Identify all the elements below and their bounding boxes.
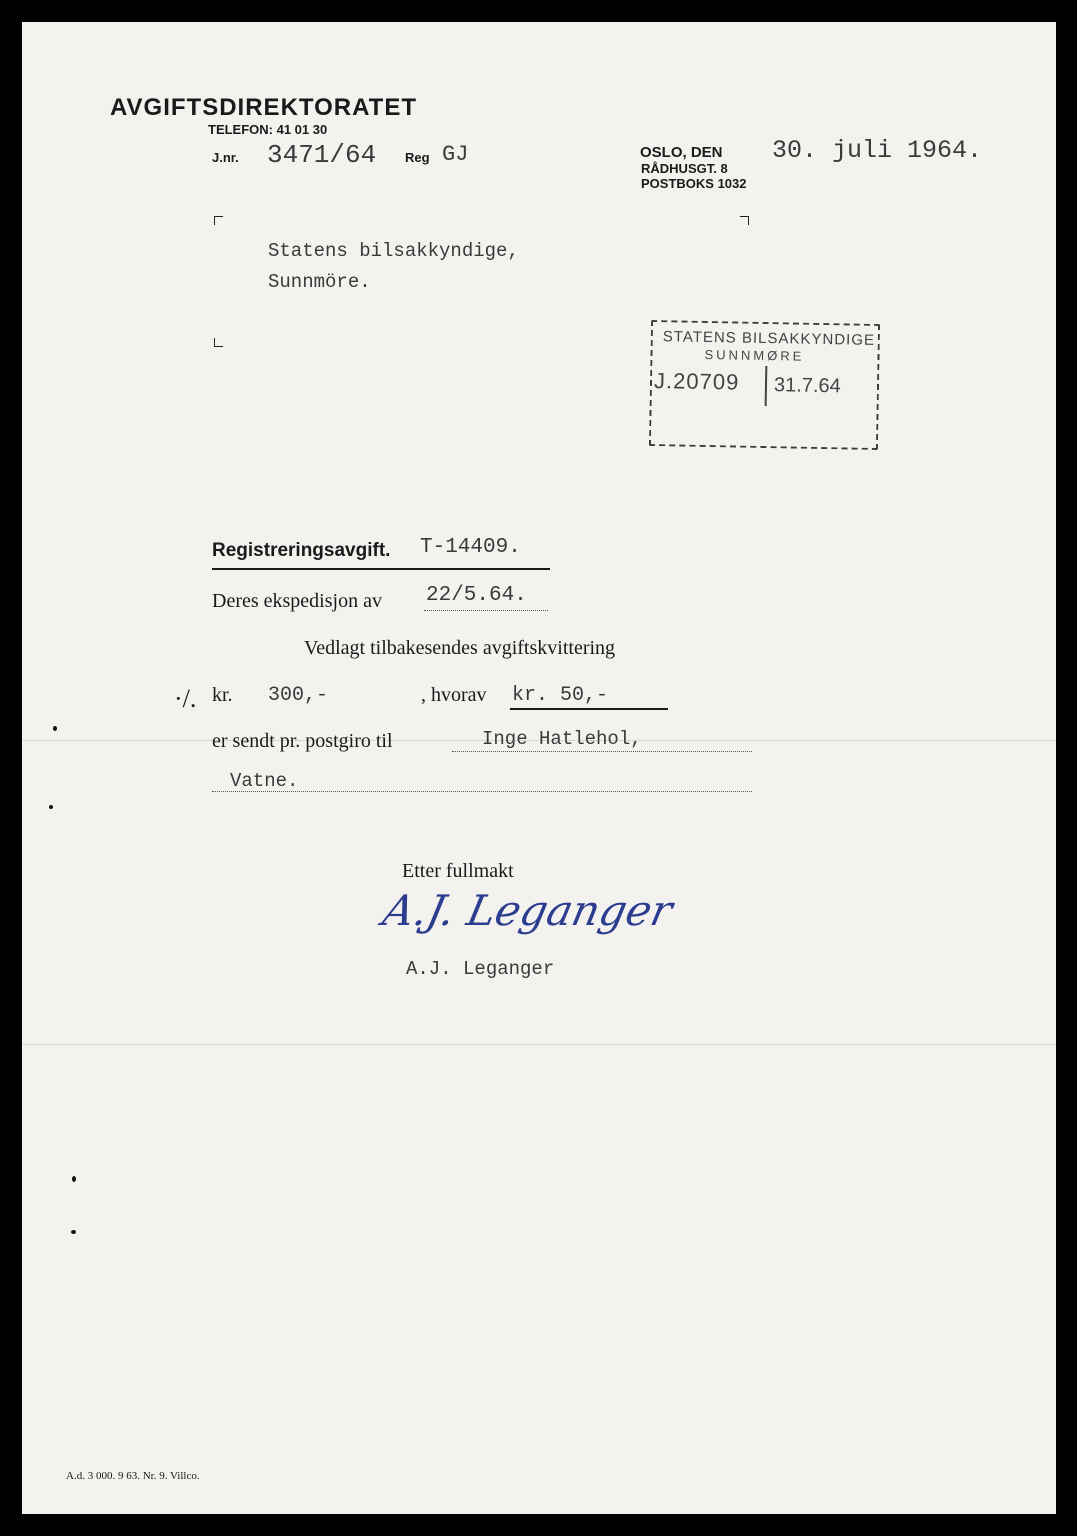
stamp-divider (765, 366, 768, 406)
typed-name: A.J. Leganger (406, 958, 555, 980)
letter-date: 30. juli 1964. (772, 136, 983, 165)
print-code: A.d. 3 000. 9 63. Nr. 9. Villco. (66, 1470, 200, 1482)
paper-speck (49, 805, 53, 809)
expedition-date: 22/5.64. (426, 584, 527, 607)
document-page (22, 22, 1056, 1514)
reg-label: Reg (405, 150, 430, 165)
jnr-label: J.nr. (212, 150, 239, 165)
stamp-line2: SUNNMØRE (704, 346, 805, 364)
payee-place: Vatne. (230, 770, 299, 792)
handwritten-signature: A.J. Leganger (378, 886, 677, 935)
stamp-line1: STATENS BILSAKKYNDIGE (662, 328, 876, 349)
recipient-line2: Sunnmöre. (268, 271, 371, 293)
subject-ref: T-14409. (420, 536, 521, 559)
hvorav-amount: kr. 50,- (512, 684, 609, 707)
place-label: OSLO, DEN (640, 144, 723, 161)
paper-speck (53, 726, 57, 731)
hvorav-label: , hvorav (421, 684, 487, 706)
fold-line (22, 1044, 1056, 1045)
recipient-line1: Statens bilsakkyndige, (268, 240, 519, 262)
expedition-field (424, 584, 548, 611)
reg-value: GJ (442, 142, 469, 167)
postgiro-label: er sendt pr. postgiro til (212, 730, 393, 752)
stamp-date: 31.7.64 (773, 374, 841, 398)
subject-label: Registreringsavgift. (212, 540, 391, 561)
payee-name: Inge Hatlehol, (482, 728, 642, 750)
address-bracket (214, 338, 223, 347)
kr-label: kr. (212, 684, 233, 706)
amount-value: 300,- (268, 684, 329, 707)
address-bracket (740, 216, 749, 225)
address-street: RÅDHUSGT. 8 (641, 161, 728, 176)
address-box: POSTBOKS 1032 (641, 176, 747, 191)
expedition-label: Deres ekspedisjon av (212, 590, 382, 612)
received-stamp (649, 320, 880, 450)
address-bracket (214, 216, 223, 225)
enclosed-line: Vedlagt tilbakesendes avgiftskvittering (304, 637, 616, 659)
hvorav-field (510, 682, 668, 710)
payee-field (452, 726, 752, 752)
paper-speck (72, 1176, 76, 1182)
org-telefon: TELEFON: 41 01 30 (208, 122, 328, 137)
subject-line (212, 536, 550, 570)
paper-speck (71, 1230, 76, 1234)
jnr-value: 3471/64 (267, 140, 377, 170)
margin-mark: ·/. (174, 684, 197, 713)
payee-place-field (212, 766, 752, 792)
stamp-journal: J.20709 (653, 368, 740, 395)
fullmakt-label: Etter fullmakt (402, 860, 514, 882)
org-name: AVGIFTSDIREKTORATET (110, 94, 417, 121)
